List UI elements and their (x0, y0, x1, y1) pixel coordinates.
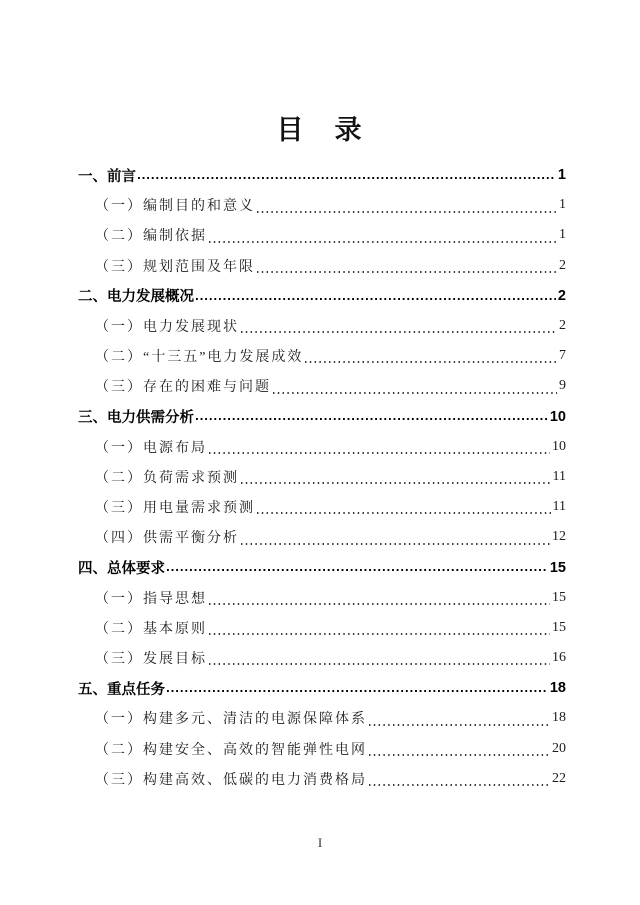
toc-dot-leader (257, 492, 551, 522)
toc-page-number: 10 (549, 408, 566, 425)
toc-dot-leader (241, 462, 551, 492)
toc-entry-label: 五、重点任务 (78, 681, 165, 698)
toc-dot-leader (167, 552, 548, 582)
toc-page-number: 2 (559, 257, 566, 273)
toc-entry (78, 251, 566, 281)
toc-entry (78, 764, 566, 794)
table-of-contents (78, 160, 566, 794)
toc-entry (78, 462, 566, 492)
toc-entry (78, 402, 566, 432)
toc-page-number: 9 (559, 378, 566, 394)
toc-entry (78, 673, 566, 703)
toc-page-number: 22 (552, 770, 566, 786)
toc-page-number: 1 (557, 167, 566, 184)
toc-page-number: 18 (549, 680, 566, 697)
toc-dot-leader (369, 764, 550, 794)
toc-dot-leader (305, 341, 557, 371)
toc-entry (78, 643, 566, 673)
toc-dot-leader (138, 160, 556, 190)
toc-entry-label: （一）编制目的和意义 (95, 199, 255, 215)
toc-page-number: 15 (549, 559, 566, 576)
toc-dot-leader (241, 311, 557, 341)
toc-entry-label: （一）电力发展现状 (95, 320, 239, 336)
toc-entry (78, 432, 566, 462)
toc-entry (78, 522, 566, 552)
toc-entry (78, 281, 566, 311)
toc-entry-label: （三）存在的困难与问题 (95, 380, 271, 396)
toc-entry (78, 341, 566, 371)
toc-page-number: 15 (552, 619, 566, 635)
toc-page-number: 10 (552, 438, 566, 454)
toc-entry (78, 190, 566, 220)
toc-page-number: 12 (552, 529, 566, 545)
toc-dot-leader (167, 673, 548, 703)
toc-entry (78, 492, 566, 522)
toc-dot-leader (273, 371, 557, 401)
toc-page-number: 1 (559, 197, 566, 213)
toc-entry (78, 220, 566, 250)
toc-entry-label: 一、前言 (78, 168, 136, 185)
toc-page-number: 18 (552, 710, 566, 726)
toc-dot-leader (209, 613, 550, 643)
toc-entry (78, 311, 566, 341)
toc-entry-label: （二）“十三五”电力发展成效 (95, 350, 304, 366)
toc-dot-leader (257, 190, 557, 220)
toc-page-number: 20 (552, 740, 566, 756)
toc-page-number: 7 (559, 348, 566, 364)
toc-entry (78, 583, 566, 613)
toc-page-number: 15 (552, 589, 566, 605)
toc-dot-leader (241, 522, 550, 552)
toc-entry-label: （三）规划范围及年限 (95, 259, 255, 275)
toc-entry-label: 四、总体要求 (78, 561, 165, 578)
toc-dot-leader (257, 251, 557, 281)
footer-page-number: I (317, 835, 323, 850)
toc-entry (78, 160, 566, 190)
toc-page-number: 11 (552, 499, 566, 515)
toc-page-number: 11 (552, 468, 566, 484)
toc-entry-label: （四）供需平衡分析 (95, 531, 239, 547)
toc-entry-label: （一）指导思想 (95, 591, 207, 607)
page-title: 目 录 (276, 115, 364, 145)
toc-dot-leader (196, 281, 556, 311)
toc-entry-label: （三）发展目标 (95, 652, 207, 668)
toc-page-number: 1 (559, 227, 566, 243)
toc-entry-label: （二）编制依据 (95, 229, 207, 245)
toc-dot-leader (369, 734, 550, 764)
toc-entry (78, 371, 566, 401)
toc-page-number: 2 (559, 318, 566, 334)
toc-entry (78, 552, 566, 582)
toc-dot-leader (209, 643, 550, 673)
toc-entry-label: 三、电力供需分析 (78, 410, 194, 427)
toc-entry-label: （二）构建安全、高效的智能弹性电网 (95, 742, 367, 758)
toc-entry-label: 二、电力发展概况 (78, 289, 194, 306)
toc-dot-leader (209, 220, 557, 250)
toc-page-number: 16 (552, 650, 566, 666)
toc-page-number: 2 (557, 287, 566, 304)
toc-dot-leader (209, 432, 550, 462)
toc-entry (78, 734, 566, 764)
toc-entry-label: （三）用电量需求预测 (95, 501, 255, 517)
toc-entry-label: （二）负荷需求预测 (95, 470, 239, 486)
toc-dot-leader (209, 583, 550, 613)
toc-entry-label: （一）电源布局 (95, 440, 207, 456)
toc-dot-leader (196, 402, 548, 432)
toc-entry (78, 703, 566, 733)
toc-dot-leader (369, 703, 550, 733)
toc-entry-label: （三）构建高效、低碳的电力消费格局 (95, 772, 367, 788)
toc-entry (78, 613, 566, 643)
toc-entry-label: （二）基本原则 (95, 621, 207, 637)
toc-entry-label: （一）构建多元、清洁的电源保障体系 (95, 712, 367, 728)
